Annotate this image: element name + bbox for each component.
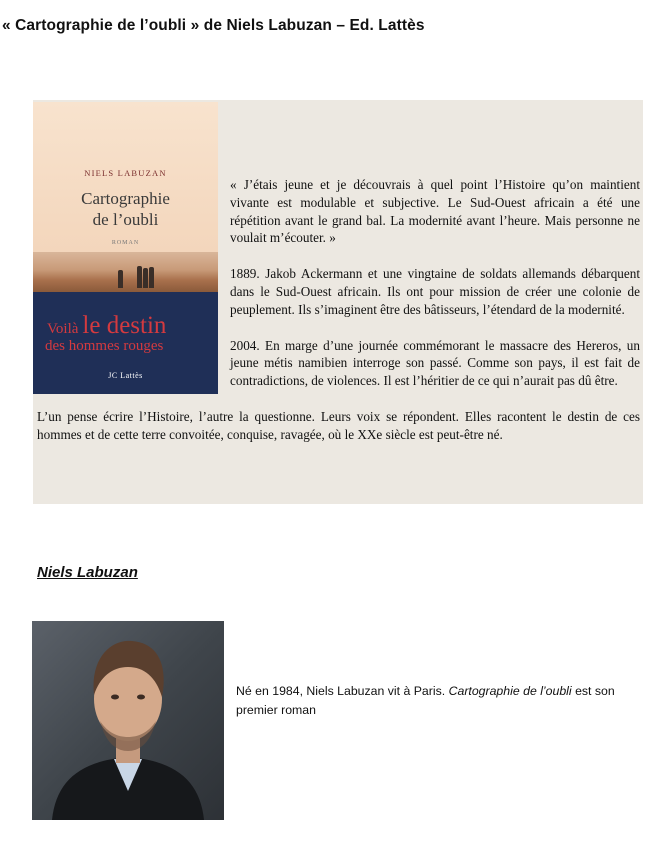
- summary-paragraph: « J’étais jeune et je découvrais à quel point l’Histoire qu’on maintient vivante est modulable et subjective. Le Sud-Ouest africain a été une répétition avant le grand bal. La modernité avant l’heure. Mais personne ne voulait m’écouter. »: [230, 177, 640, 246]
- cover-band-word-small: Voilà: [47, 321, 79, 337]
- author-bio-prefix: Né en 1984, Niels Labuzan vit à Paris.: [236, 684, 449, 698]
- summary-paragraph: L’un pense écrire l’Histoire, l’autre la questionne. Leurs voix se répondent. Elles racontent le destin de ces hommes et de cette terre convoitée, conquise, ravagée, où le XXe siècle est peut-être né.: [37, 408, 640, 442]
- page-title: « Cartographie de l’oubli » de Niels Labuzan – Ed. Lattès: [2, 17, 425, 34]
- cover-band-line2: des hommes rouges: [45, 338, 164, 354]
- cover-title-line2: de l’oubli: [92, 210, 159, 229]
- cover-genre: ROMAN: [111, 240, 140, 246]
- author-bio-book-title: Cartographie de l’oubli: [448, 684, 572, 698]
- cover-author: NIELS LABUZAN: [84, 168, 167, 178]
- cover-band-word-big: le destin: [82, 312, 167, 339]
- author-bio-suffix: est son premier roman: [236, 684, 615, 717]
- author-portrait: [32, 621, 224, 820]
- summary-paragraph: 2004. En marge d’une journée commémorant le massacre des Hereros, un jeune métis namibien interroge son passé. Comme son pays, il est fait de contradictions, de violences. Il est l’héritier de ce qui n’aurait pas dû être.: [230, 337, 640, 389]
- book-summary: [37, 176, 640, 462]
- author-portrait-figure: [32, 621, 224, 820]
- cover-spacer: [37, 176, 230, 386]
- author-heading: Niels Labuzan: [37, 564, 138, 581]
- author-bio: [236, 682, 646, 720]
- cover-title-line1: Cartographie: [81, 189, 170, 208]
- summary-paragraph: 1889. Jakob Ackermann et une vingtaine de soldats allemands débarquent dans le Sud-Ouest africain. Ils ont pour mission de créer une colonie de peuplement. Ils s’imaginent être des bâtisseurs, l’étendard de la modernité.: [230, 266, 640, 317]
- cover-publisher: JC Lattès: [108, 371, 143, 380]
